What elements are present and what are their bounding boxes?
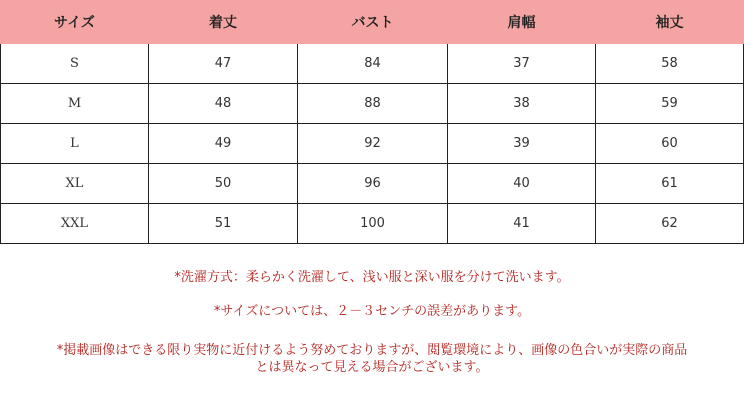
shoulder-cell: 39	[448, 124, 596, 164]
bust-cell: 92	[298, 124, 448, 164]
size-cell: M	[1, 84, 149, 124]
header-sleeve: 袖丈	[596, 1, 744, 44]
table-row	[1, 164, 744, 204]
size-cell: XL	[1, 164, 149, 204]
shoulder-cell: 41	[448, 204, 596, 244]
shoulder-cell: 38	[448, 84, 596, 124]
table-header-row	[1, 1, 744, 44]
sleeve-cell: 62	[596, 204, 744, 244]
shoulder-cell: 37	[448, 44, 596, 84]
size-cell: S	[1, 44, 149, 84]
size-cell: XXL	[1, 204, 149, 244]
header-bust: バスト	[298, 1, 448, 44]
bust-cell: 100	[298, 204, 448, 244]
sleeve-cell: 58	[596, 44, 744, 84]
length-cell: 51	[149, 204, 298, 244]
length-cell: 50	[149, 164, 298, 204]
table-row	[1, 44, 744, 84]
sleeve-cell: 60	[596, 124, 744, 164]
color-disclaimer-note-line2: とは異なって見える場合がございます。	[255, 360, 489, 375]
washing-note: *洗濯方式：柔らかく洗濯して、浅い服と深い服を分けて洗います。	[174, 270, 570, 285]
header-length: 着丈	[149, 1, 298, 44]
length-cell: 49	[149, 124, 298, 164]
table-row	[1, 84, 744, 124]
length-cell: 48	[149, 84, 298, 124]
bust-cell: 84	[298, 44, 448, 84]
shoulder-cell: 40	[448, 164, 596, 204]
header-size: サイズ	[1, 1, 149, 44]
table-row	[1, 204, 744, 244]
color-disclaimer-note-line1: *掲載画像はできる限り実物に近付けるよう努めておりますが、閲覧環境により、画像の色合いが実際の商品	[56, 343, 688, 358]
bust-cell: 88	[298, 84, 448, 124]
size-error-note: *サイズについては、２－３センチの誤差があります。	[213, 304, 531, 319]
length-cell: 47	[149, 44, 298, 84]
sleeve-cell: 61	[596, 164, 744, 204]
table-row	[1, 124, 744, 164]
bust-cell: 96	[298, 164, 448, 204]
sleeve-cell: 59	[596, 84, 744, 124]
header-shoulder: 肩幅	[448, 1, 596, 44]
size-cell: L	[1, 124, 149, 164]
